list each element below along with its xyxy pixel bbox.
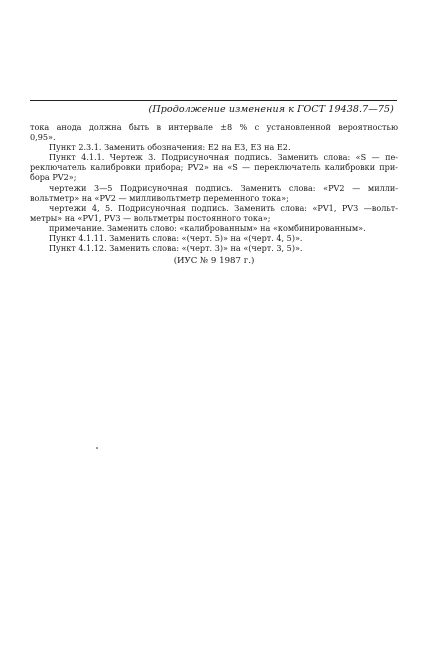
ius-reference: (ИУС № 9 1987 г.) (173, 256, 255, 267)
text-line: чертежи 3—5 Подрисуночная подпись. Заменить слова: «PV2 — милли- (49, 182, 398, 193)
text-line: Пункт 4.1.12. Заменить слова: «(черт. 3)» на «(черт. 3, 5)». (49, 243, 303, 254)
text-line: вольтметр» на «PV2 — милливольтметр переменного тока»; (30, 192, 289, 203)
text-line: метры» на «PV1, PV3 — вольтметры постоянного тока»; (30, 212, 271, 223)
continuation-header: (Продолжение изменения к ГОСТ 19438.7—75) (148, 104, 394, 115)
scan-speck (96, 447, 98, 449)
text-line: Пункт 4.1.1. Чертеж 3. Подрисуночная подпись. Заменить слова: «S — пе- (49, 152, 398, 163)
text-line: примечание. Заменить слово: «калиброванным» на «комбинированным». (49, 222, 366, 233)
text-line: Пункт 4.1.11. Заменить слова: «(черт. 5)» на «(черт. 4, 5)». (49, 233, 303, 244)
text-line: Пункт 2.3.1. Заменить обозначения: Е2 на Е3, Е3 на Е2. (49, 142, 291, 153)
text-line: чертежи 4, 5. Подрисуночная подпись. Заменить слова: «PV1, PV3 —вольт- (49, 202, 398, 213)
text-line: реключатель калибровки прибора; PV2» на «S — переключатель калибровки при- (30, 162, 398, 173)
amendment-text (30, 122, 398, 266)
text-line: тока анода должна быть в интервале ±8 % с установленной вероятностью (30, 122, 398, 132)
header-rule (30, 100, 397, 101)
text-line: бора PV2»; (30, 172, 77, 183)
text-line: 0,95». (30, 132, 56, 143)
